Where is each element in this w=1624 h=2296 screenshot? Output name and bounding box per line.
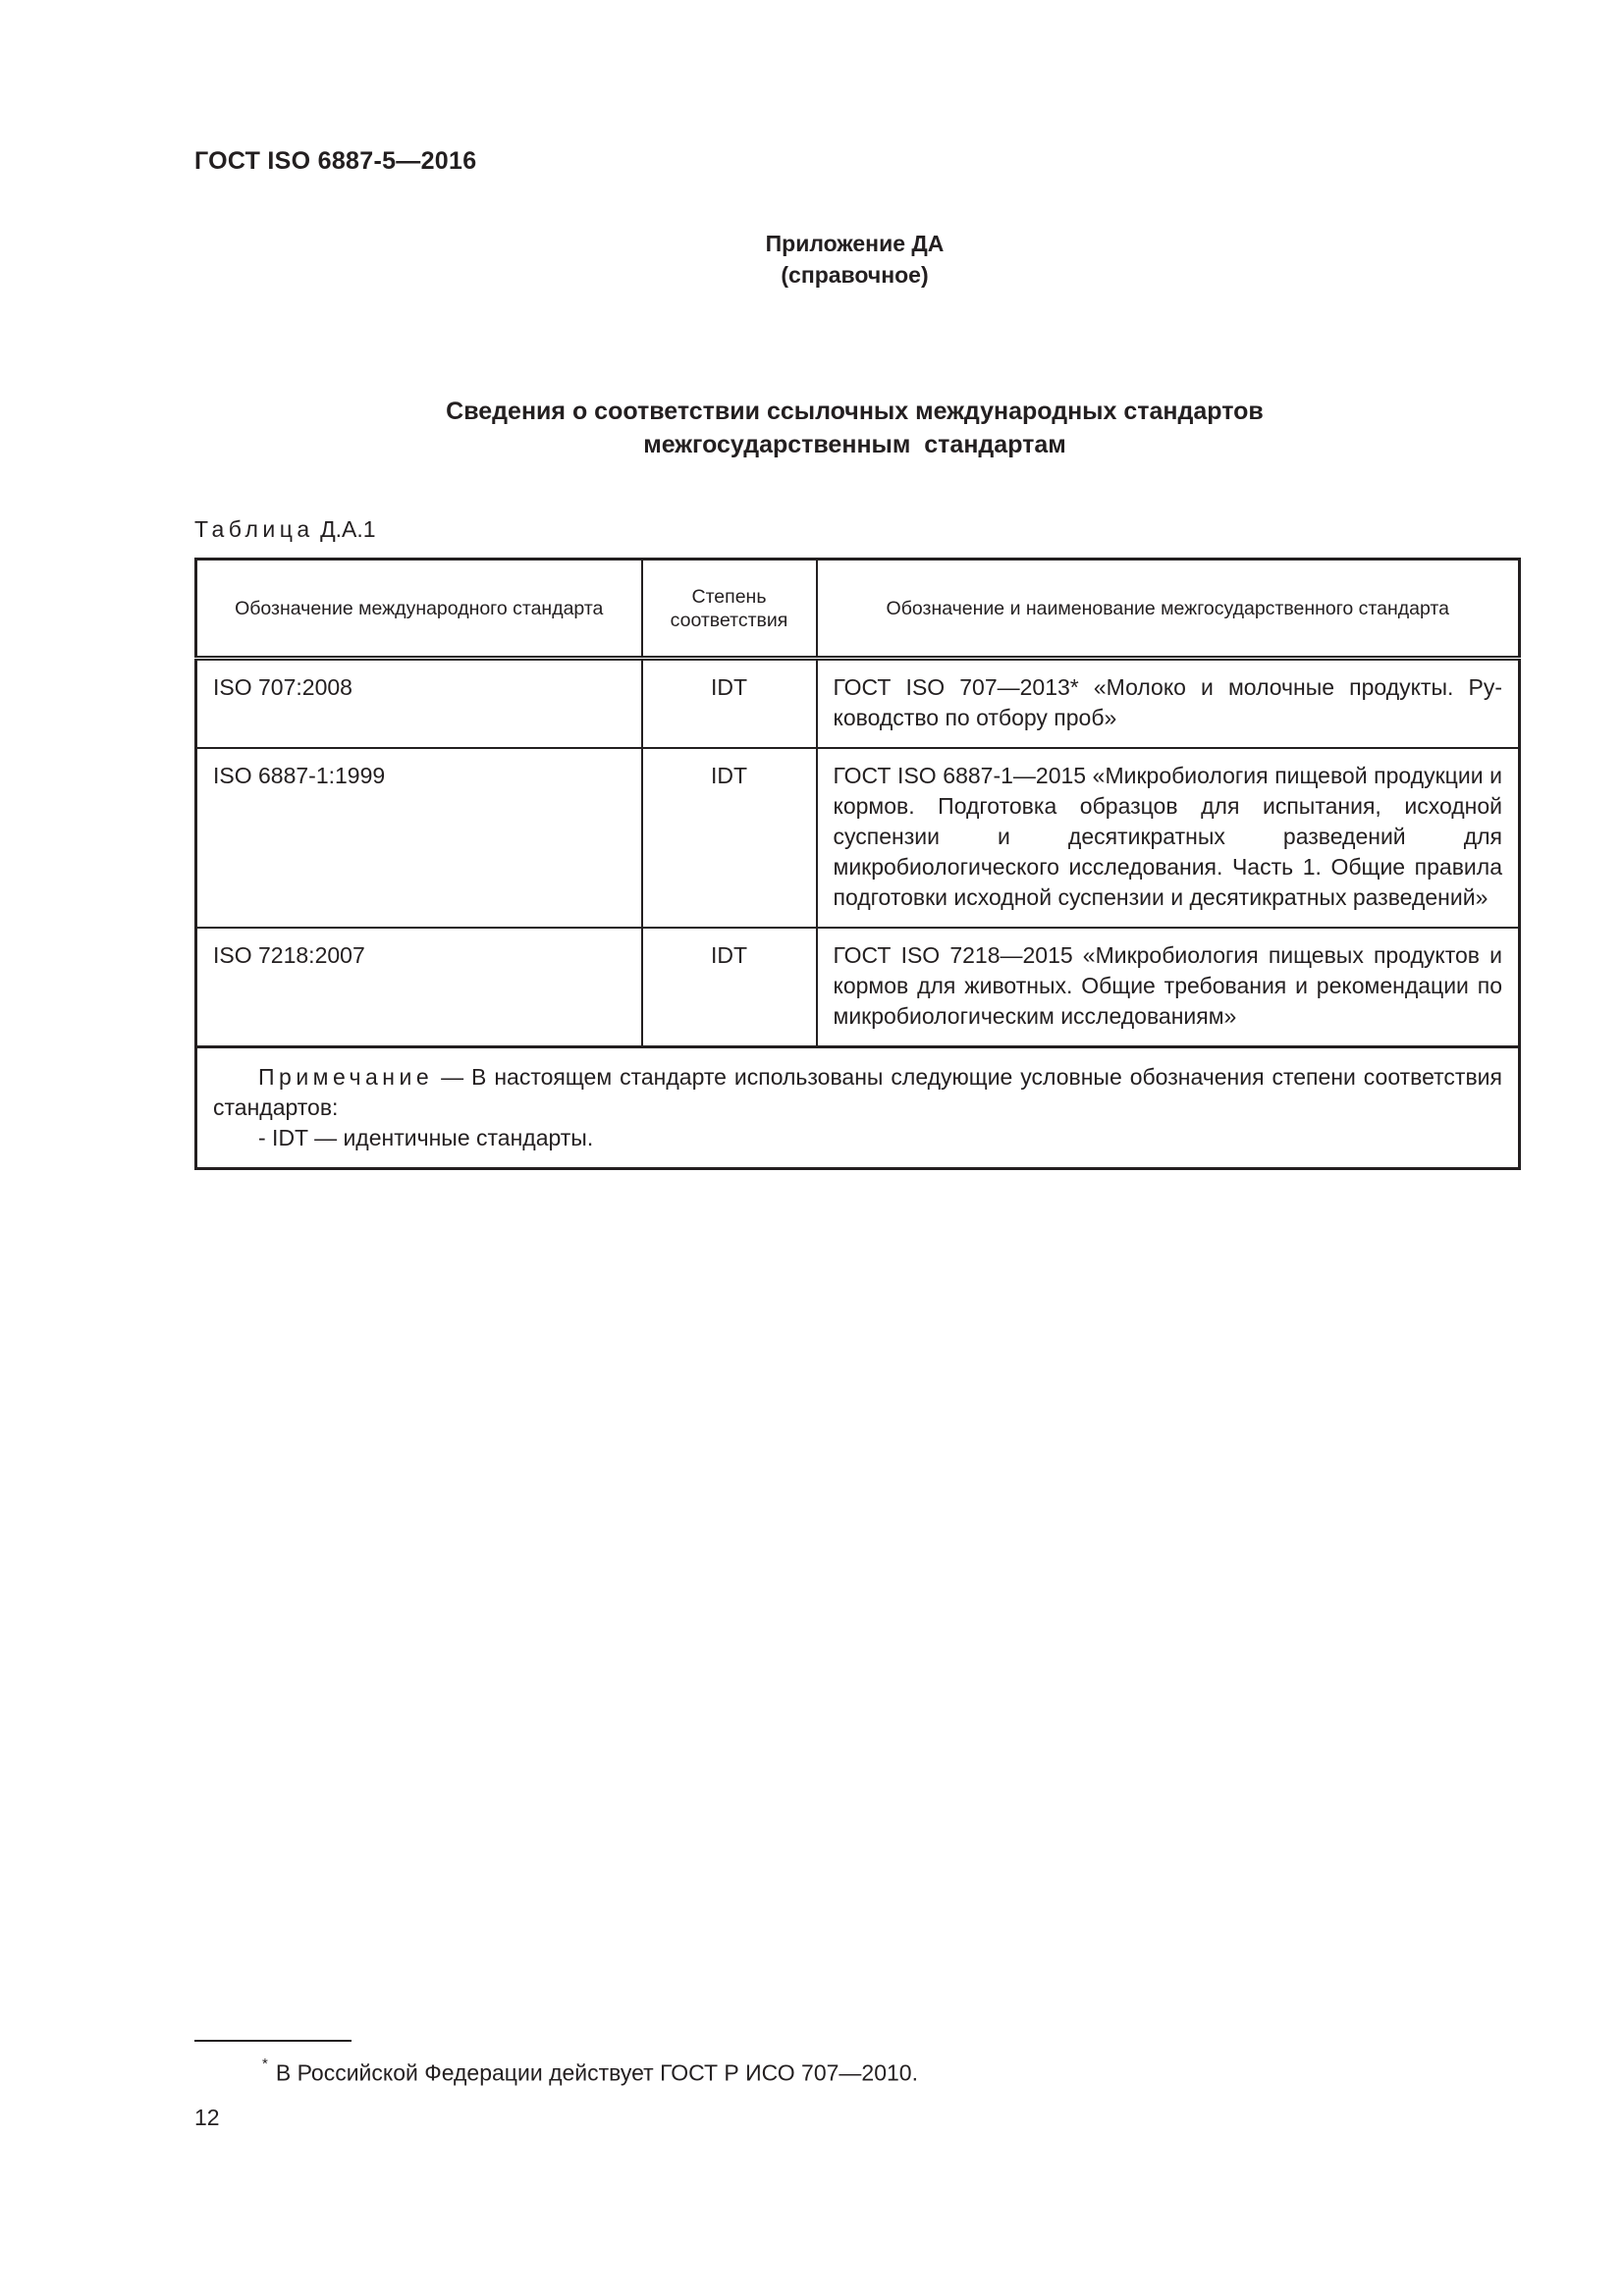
page-number: 12 [194,2105,220,2130]
footnote [262,2054,918,2088]
cell-international-standard: ISO 6887-1:1999 [196,748,642,928]
annex-status: (справочное) [781,262,929,288]
footnote-mark: * [262,2056,268,2072]
correspondence-table [194,558,1521,1170]
annex-heading [194,395,1515,461]
table-caption-number: Д.А.1 [320,516,376,542]
table-note-label: Примечание [258,1064,434,1090]
column-header-degree-line-2: соответствия [670,609,788,631]
table-caption-word: Таблица [194,516,314,542]
table-note-body: — В настоящем стандарте использованы следующие условные обозначения степени соответствия стандартов: [213,1064,1502,1120]
document-code: ГОСТ ISO 6887-5—2016 [194,147,477,175]
table-row [196,659,1520,749]
table-note-row [196,1047,1520,1169]
annex-heading-line-1: Сведения о соответствии ссылочных международных стандартов [446,398,1264,425]
cell-international-standard: ISO 707:2008 [196,659,642,749]
cell-national-standard: ГОСТ ISO 707—2013* «Молоко и молочные продукты. Руководство по отбору проб» [817,659,1520,749]
cell-degree: IDT [642,928,817,1047]
footnote-text: В Российской Федерации действует ГОСТ Р ИСО 707—2010. [275,2059,918,2086]
column-header-degree-line-1: Степень [691,585,767,608]
table-row [196,928,1520,1047]
table-note-text [213,1062,1502,1123]
table-row [196,748,1520,928]
annex-header [194,228,1515,291]
table-note-item: - IDT — идентичные стандарты. [258,1125,594,1150]
cell-degree: IDT [642,659,817,749]
correspondence-table-container [194,558,1518,1170]
footnote-separator [194,2040,352,2042]
annex-title: Приложение ДА [765,231,945,256]
cell-national-standard: ГОСТ ISO 6887-1—2015 «Микробиология пищевой продукции и кормов. Подготовка образцов для испытания, исходной суспензии и десятикратных разведений для микробиологического исследования. Часть 1. Общие правила подготовки исходной суспензии и десятикратных разведений» [817,748,1520,928]
table-header-row [196,560,1520,659]
cell-degree: IDT [642,748,817,928]
column-header-national: Обозначение и наименование межгосударственного стандарта [817,560,1520,659]
column-header-international: Обозначение международного стандарта [196,560,642,659]
cell-national-standard: ГОСТ ISO 7218—2015 «Микробиология пищевых продуктов и кормов для животных. Общие требования и рекомендации по микробиологическим исследованиям» [817,928,1520,1047]
table-caption [194,516,376,543]
annex-heading-line-2: межгосударственным стандартам [643,431,1066,458]
cell-international-standard: ISO 7218:2007 [196,928,642,1047]
table-note [196,1047,1520,1169]
column-header-degree [642,560,817,659]
